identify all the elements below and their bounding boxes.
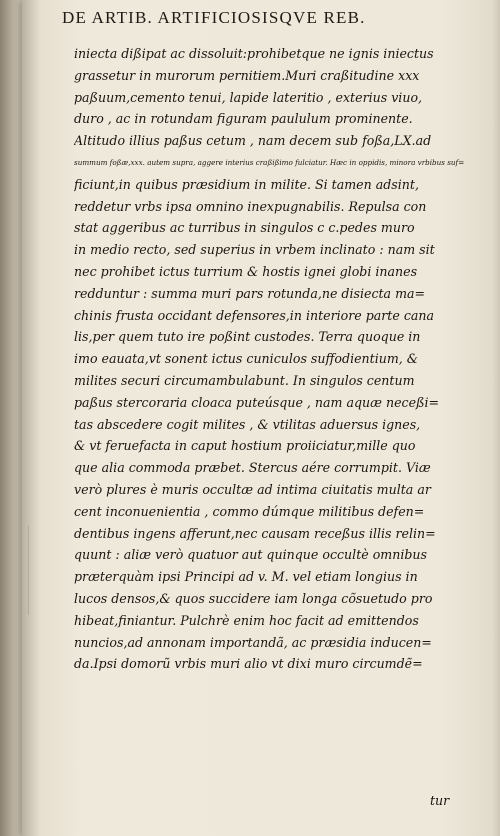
text-line: quunt : aliæ verò quatuor aut quinque occultè omnibus (74, 547, 428, 563)
text-line: & vt feruefacta in caput hostium proiiciatur,mille quo (74, 438, 416, 454)
text-line: ficiunt,in quibus præsidium in milite. Si tamen adsint, (74, 176, 419, 192)
text-line: lis,per quem tuto ire poßint custodes. Terra quoque in (74, 329, 421, 345)
text-line: tas abscedere cogit milites , & vtilitas aduersus ignes, (74, 416, 421, 432)
text-line: præterquàm ipsi Principi ad v. M. vel etiam longius in (74, 569, 418, 585)
text-line: nuncios,ad annonam importandã, ac præsidia inducen= (74, 634, 432, 650)
text-line: summum foßæ,xxx. autem supra, aggere interius craßißimo fulciatur. Hæc in oppidis, minora vrbibus suf= (74, 157, 465, 167)
text-line: iniecta dißipat ac dissoluit:prohibetque ne ignis iniectus (74, 46, 434, 61)
body-text (74, 43, 474, 675)
text-line: imo eauata,vt sonent ictus cuniculos suffodientium, & (74, 351, 419, 367)
running-header: DE ARTIB. ARTIFICIOSISQVE REB. (62, 8, 366, 27)
text-line: in medio recto, sed superius in vrbem inclinato : nam sit (74, 242, 435, 258)
text-line: dentibus ingens afferunt,nec causam receßus illis relin= (74, 525, 436, 541)
text-line: que alia commoda præbet. Stercus aére corrumpit. Viæ (74, 460, 431, 476)
text-line: chinis frusta occidant defensores,in interiore parte cana (74, 307, 434, 323)
text-line: da.Ipsi domorũ vrbis muri alio vt dixi muro circumdẽ= (74, 656, 423, 672)
text-line: lucos densos,& quos succidere iam longa cõsuetudo pro (74, 590, 433, 606)
text-line: paßuum,cemento tenui, lapide lateritio , exterius viuo, (74, 89, 423, 105)
text-line: duro , ac in rotundam figuram paululum prominente. (74, 111, 413, 127)
text-line: verò plures è muris occultæ ad intima ciuitatis multa ar (74, 481, 431, 497)
text-line: grassetur in murorum pernitiem.Muri craßitudine xxx (74, 67, 420, 83)
text-line: cent inconuenientia , commo dúmque militibus defen= (74, 503, 425, 519)
catchword: tur (430, 793, 450, 808)
text-line: stat aggeribus ac turribus in singulos c c.pedes muro (74, 220, 415, 236)
book-gutter (0, 0, 22, 836)
text-line: redduntur : summa muri pars rotunda,ne disiecta ma= (74, 285, 426, 301)
text-line: nec prohibet ictus turrium & hostis ignei globi inanes (74, 263, 418, 279)
text-line: paßus stercoraria cloaca puteúsque , nam aquæ neceßi= (74, 394, 440, 410)
text-line: Altitudo illius paßus cetum , nam decem sub foßa,LX.ad (74, 133, 432, 149)
text-line: hibeat,finiantur. Pulchrè enim hoc facit ad emittendos (74, 612, 419, 628)
text-line: reddetur vrbs ipsa omnino inexpugnabilis. Repulsa con (74, 198, 427, 214)
bleed-through-mark (28, 525, 47, 615)
text-line: milites securi circumambulabunt. In singulos centum (74, 372, 415, 388)
